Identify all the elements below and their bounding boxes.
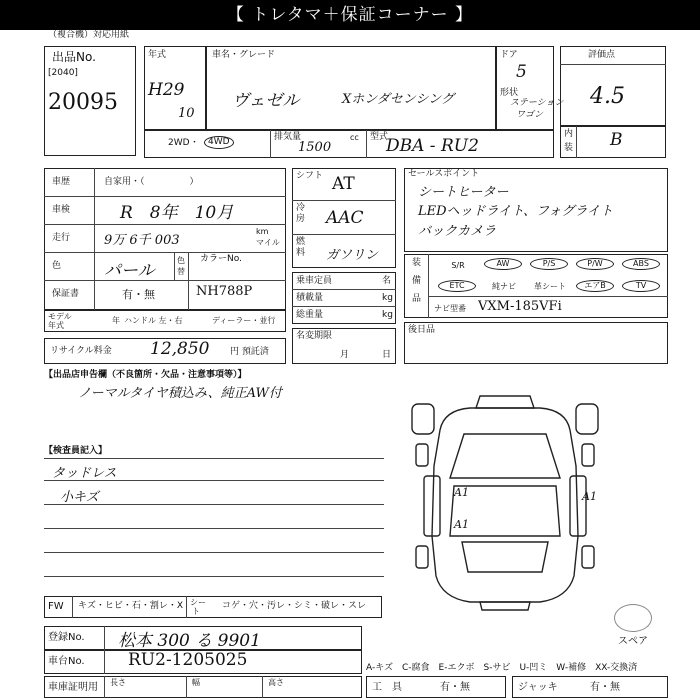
fw-label: FW: [48, 601, 64, 612]
model-year-label-2: 年式: [48, 321, 64, 330]
reg-change-day: 日: [382, 350, 392, 360]
plate-label: 登録No.: [48, 632, 85, 643]
drive-sep: ・: [190, 138, 200, 148]
fw-text: キズ・ヒビ・石・割レ・X: [78, 601, 183, 611]
year-label: 年式: [148, 50, 167, 60]
capacity-unit: 名: [382, 276, 392, 286]
gross-label: 総重量: [296, 310, 324, 320]
mileage-value: 9万 6千 003: [104, 233, 180, 248]
reg-change-month: 月: [340, 350, 350, 360]
sheet-title: （複合機）対応用紙: [48, 30, 130, 40]
model-code-label: 型式: [370, 132, 389, 142]
notes-label: 【出品店申告欄（不良箇所・欠品・注意事項等）】: [44, 370, 247, 380]
recycle-unit: 円 預託済: [230, 347, 269, 357]
history-label: 車歴: [52, 177, 71, 187]
equip-tv: TV: [622, 280, 660, 292]
damage-mark-1: A1: [454, 486, 469, 499]
cert-length: 長さ: [110, 678, 126, 687]
displacement-unit: cc: [350, 133, 359, 142]
interior-label-2: 装: [564, 143, 574, 153]
recycle-value: 12,850: [150, 339, 210, 359]
inspector-line-1: タッドレス: [52, 466, 117, 481]
equip-sr: S/R: [451, 261, 465, 270]
displacement-label: 排気量: [274, 132, 302, 142]
cert-label: 車庫証明用: [48, 682, 98, 693]
fuel-value: ガソリン: [326, 248, 379, 263]
capacity-label: 乗車定員: [296, 276, 333, 286]
spare-tire-icon: [614, 604, 652, 632]
equip-aw: AW: [484, 258, 522, 270]
sheet-label-1: シー: [190, 598, 206, 607]
sales-point-3: バックカメラ: [418, 224, 497, 239]
fuel-label-1: 燃: [296, 237, 306, 247]
aircon-label-2: 房: [296, 214, 306, 224]
model-code-value: DBA - RU2: [386, 136, 479, 156]
inspection-label: 車検: [52, 205, 71, 215]
damage-legend: A-キズ C-腐食 E-エクボ S-サビ U-凹ミ W-補修 XX-交換済: [366, 663, 638, 673]
repaint-label-2: 替: [177, 267, 185, 276]
color-no-label: カラーNo.: [200, 254, 242, 264]
load-label: 積載量: [296, 293, 324, 303]
load-unit: kg: [382, 293, 393, 303]
model-year-unit: 年: [112, 316, 120, 325]
equip-navi: 純ナビ: [492, 282, 516, 291]
equipment-label-1: 装: [412, 258, 422, 268]
reg-change-label: 名変期限: [296, 331, 333, 341]
cert-height: 高さ: [268, 678, 284, 687]
jack-value: 有・無: [590, 682, 620, 693]
lot-code: [2040]: [48, 68, 78, 78]
damage-mark-2: A1: [582, 490, 597, 503]
body-type-value-2: ワゴン: [516, 110, 544, 120]
jack-label: ジャッキ: [518, 682, 558, 693]
tools-value: 有・無: [440, 682, 470, 693]
damage-mark-3: A1: [454, 518, 469, 531]
handle-options: ハンドル 左・右: [124, 316, 183, 325]
displacement-value: 1500: [298, 140, 332, 155]
inspection-value: R 8年 10月: [120, 203, 234, 223]
shift-value: AT: [332, 174, 355, 194]
navi-model-label: ナビ型番: [434, 304, 466, 313]
interior-value: B: [610, 130, 623, 150]
warranty-label: 保証書: [52, 289, 80, 299]
mileage-unit-km: km: [256, 227, 269, 236]
shift-label: シフト: [296, 171, 324, 181]
drive-2wd: 2WD: [168, 138, 190, 148]
equip-ps: P/S: [530, 258, 568, 270]
score-value: 4.5: [590, 84, 625, 109]
drive-4wd: 4WD: [204, 136, 234, 149]
car-label: 車名・グレード: [212, 50, 276, 60]
aircon-value: AAC: [326, 208, 364, 228]
aircon-label-1: 冷: [296, 203, 306, 213]
car-damage-diagram: [410, 386, 600, 612]
inspector-line-2: 小キズ: [60, 490, 99, 505]
warranty-value: 有・無: [122, 288, 155, 301]
inspector-label: 【検査員記入】: [44, 446, 108, 456]
year-month: 10: [178, 106, 195, 121]
color-value: パール: [104, 261, 155, 281]
equipment-label-2: 備: [412, 276, 422, 286]
notes-text: ノーマルタイヤ積込み、純正AW付: [78, 386, 282, 401]
lot-label: 出品No.: [52, 50, 96, 64]
color-no-value: NH788P: [196, 284, 253, 299]
cert-width: 幅: [192, 678, 200, 687]
sales-point-2: LEDヘッドライト、フォグライト: [418, 204, 613, 219]
chassis-value: RU2-1205025: [128, 650, 248, 670]
plate-value: 松本 300 る 9901: [118, 631, 261, 651]
import-label: 後日品: [408, 325, 436, 335]
color-label: 色: [52, 261, 62, 271]
equip-etc: ETC: [438, 280, 476, 292]
tools-label: 工 具: [372, 682, 402, 693]
chassis-label: 車台No.: [48, 656, 85, 667]
body-type-value-1: ステーション: [510, 98, 564, 108]
sheet-text: コゲ・穴・汚レ・シミ・破レ・スレ: [222, 601, 367, 611]
banner-title: 【 トレタマ＋保証コーナー 】: [0, 0, 700, 30]
year-value: H29: [148, 80, 185, 100]
equip-airbag: エアB: [576, 280, 614, 292]
history-options: 自家用・（ ）: [104, 177, 199, 187]
sales-points-label: セールスポイント: [408, 169, 480, 179]
dealer-options: ディーラー・並行: [212, 316, 276, 325]
spare-label: スペア: [618, 636, 648, 647]
model-year-label-1: モデル: [48, 312, 72, 321]
sales-point-1: シートヒーター: [418, 185, 509, 200]
mileage-unit-mile: マイル: [256, 238, 280, 247]
mileage-label: 走行: [52, 233, 71, 243]
car-grade: Xホンダセンシング: [342, 92, 454, 107]
sheet-label-2: ト: [192, 607, 200, 616]
equip-pw: P/W: [576, 258, 614, 270]
gross-unit: kg: [382, 310, 393, 320]
lot-number: 20095: [48, 90, 118, 115]
door-value: 5: [516, 62, 527, 82]
score-label: 評価点: [588, 50, 616, 60]
import-box: [404, 322, 668, 364]
fuel-label-2: 料: [296, 248, 306, 258]
interior-label-1: 内: [564, 129, 574, 139]
body-type-label: 形状: [500, 88, 519, 98]
recycle-label: リサイクル料金: [50, 346, 112, 356]
door-label: ドア: [500, 50, 518, 60]
navi-model-value: VXM-185VFi: [478, 299, 562, 314]
car-name: ヴェゼル: [232, 91, 300, 111]
equip-abs: ABS: [622, 258, 660, 270]
equipment-label-3: 品: [412, 294, 422, 304]
repaint-label-1: 色: [177, 256, 185, 265]
equip-leather: 革シート: [534, 282, 566, 291]
